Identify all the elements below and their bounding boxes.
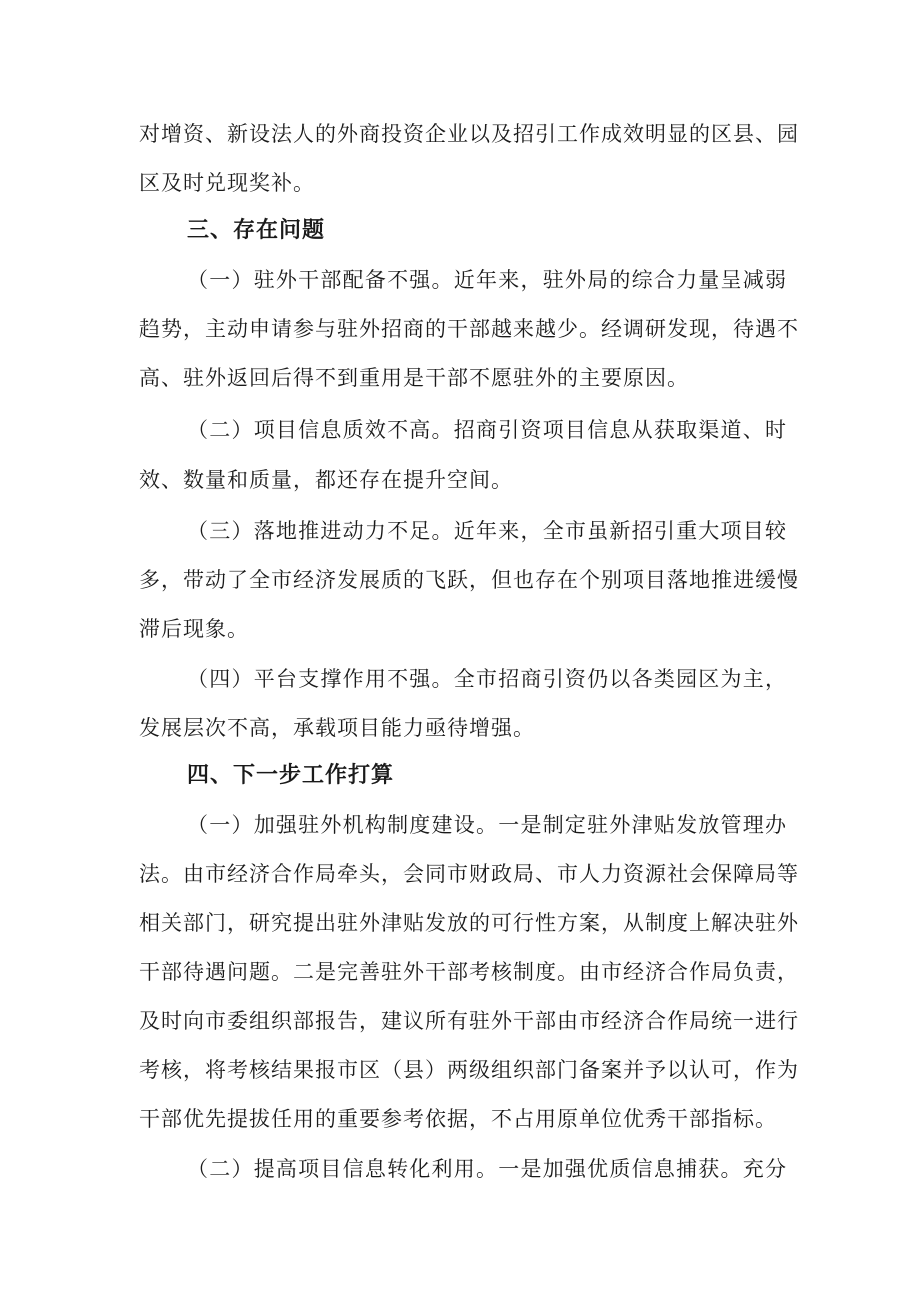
paragraph-line: 对增资、新设法人的外商投资企业以及招引工作成效明显的区县、园 [139, 122, 799, 146]
paragraph-line: 干部待遇问题。二是完善驻外干部考核制度。由市经济合作局负责， [139, 960, 799, 984]
paragraph-line: 考核，将考核结果报市区（县）两级组织部门备案并予以认可，作为 [139, 1058, 799, 1082]
section-heading-problems: 三、存在问题 [187, 218, 326, 243]
paragraph-line: （二）提高项目信息转化利用。一是加强优质信息捕获。充分 [187, 1157, 787, 1181]
paragraph-line: （三）落地推进动力不足。近年来，全市虽新招引重大项目较 [187, 519, 787, 543]
paragraph-line: 滞后现象。 [139, 617, 249, 641]
paragraph-line: 相关部门，研究提出驻外津贴发放的可行性方案，从制度上解决驻外 [139, 911, 799, 935]
paragraph-line: 区及时兑现奖补。 [139, 171, 315, 195]
paragraph-line: 干部优先提拔任用的重要参考依据，不占用原单位优秀干部指标。 [139, 1107, 777, 1131]
paragraph-line: （二）项目信息质效不高。招商引资项目信息从获取渠道、时 [187, 418, 787, 442]
section-heading-next-steps: 四、下一步工作打算 [187, 763, 395, 788]
paragraph-line: 多，带动了全市经济发展质的飞跃，但也存在个别项目落地推进缓慢 [139, 568, 799, 592]
paragraph-line: 高、驻外返回后得不到重用是干部不愿驻外的主要原因。 [139, 366, 689, 390]
paragraph-line: （一）加强驻外机构制度建设。一是制定驻外津贴发放管理办 [187, 813, 787, 837]
paragraph-line: 及时向市委组织部报告，建议所有驻外干部由市经济合作局统一进行 [139, 1009, 799, 1033]
paragraph-line: （一）驻外干部配备不强。近年来，驻外局的综合力量呈减弱 [187, 268, 787, 292]
paragraph-line: 趋势，主动申请参与驻外招商的干部越来越少。经调研发现，待遇不 [139, 317, 799, 341]
paragraph-line: 发展层次不高，承载项目能力亟待增强。 [139, 716, 535, 740]
paragraph-line: （四）平台支撑作用不强。全市招商引资仍以各类园区为主， [187, 667, 787, 691]
paragraph-line: 法。由市经济合作局牵头，会同市财政局、市人力资源社会保障局等 [139, 862, 799, 886]
paragraph-line: 效、数量和质量，都还存在提升空间。 [139, 468, 513, 492]
